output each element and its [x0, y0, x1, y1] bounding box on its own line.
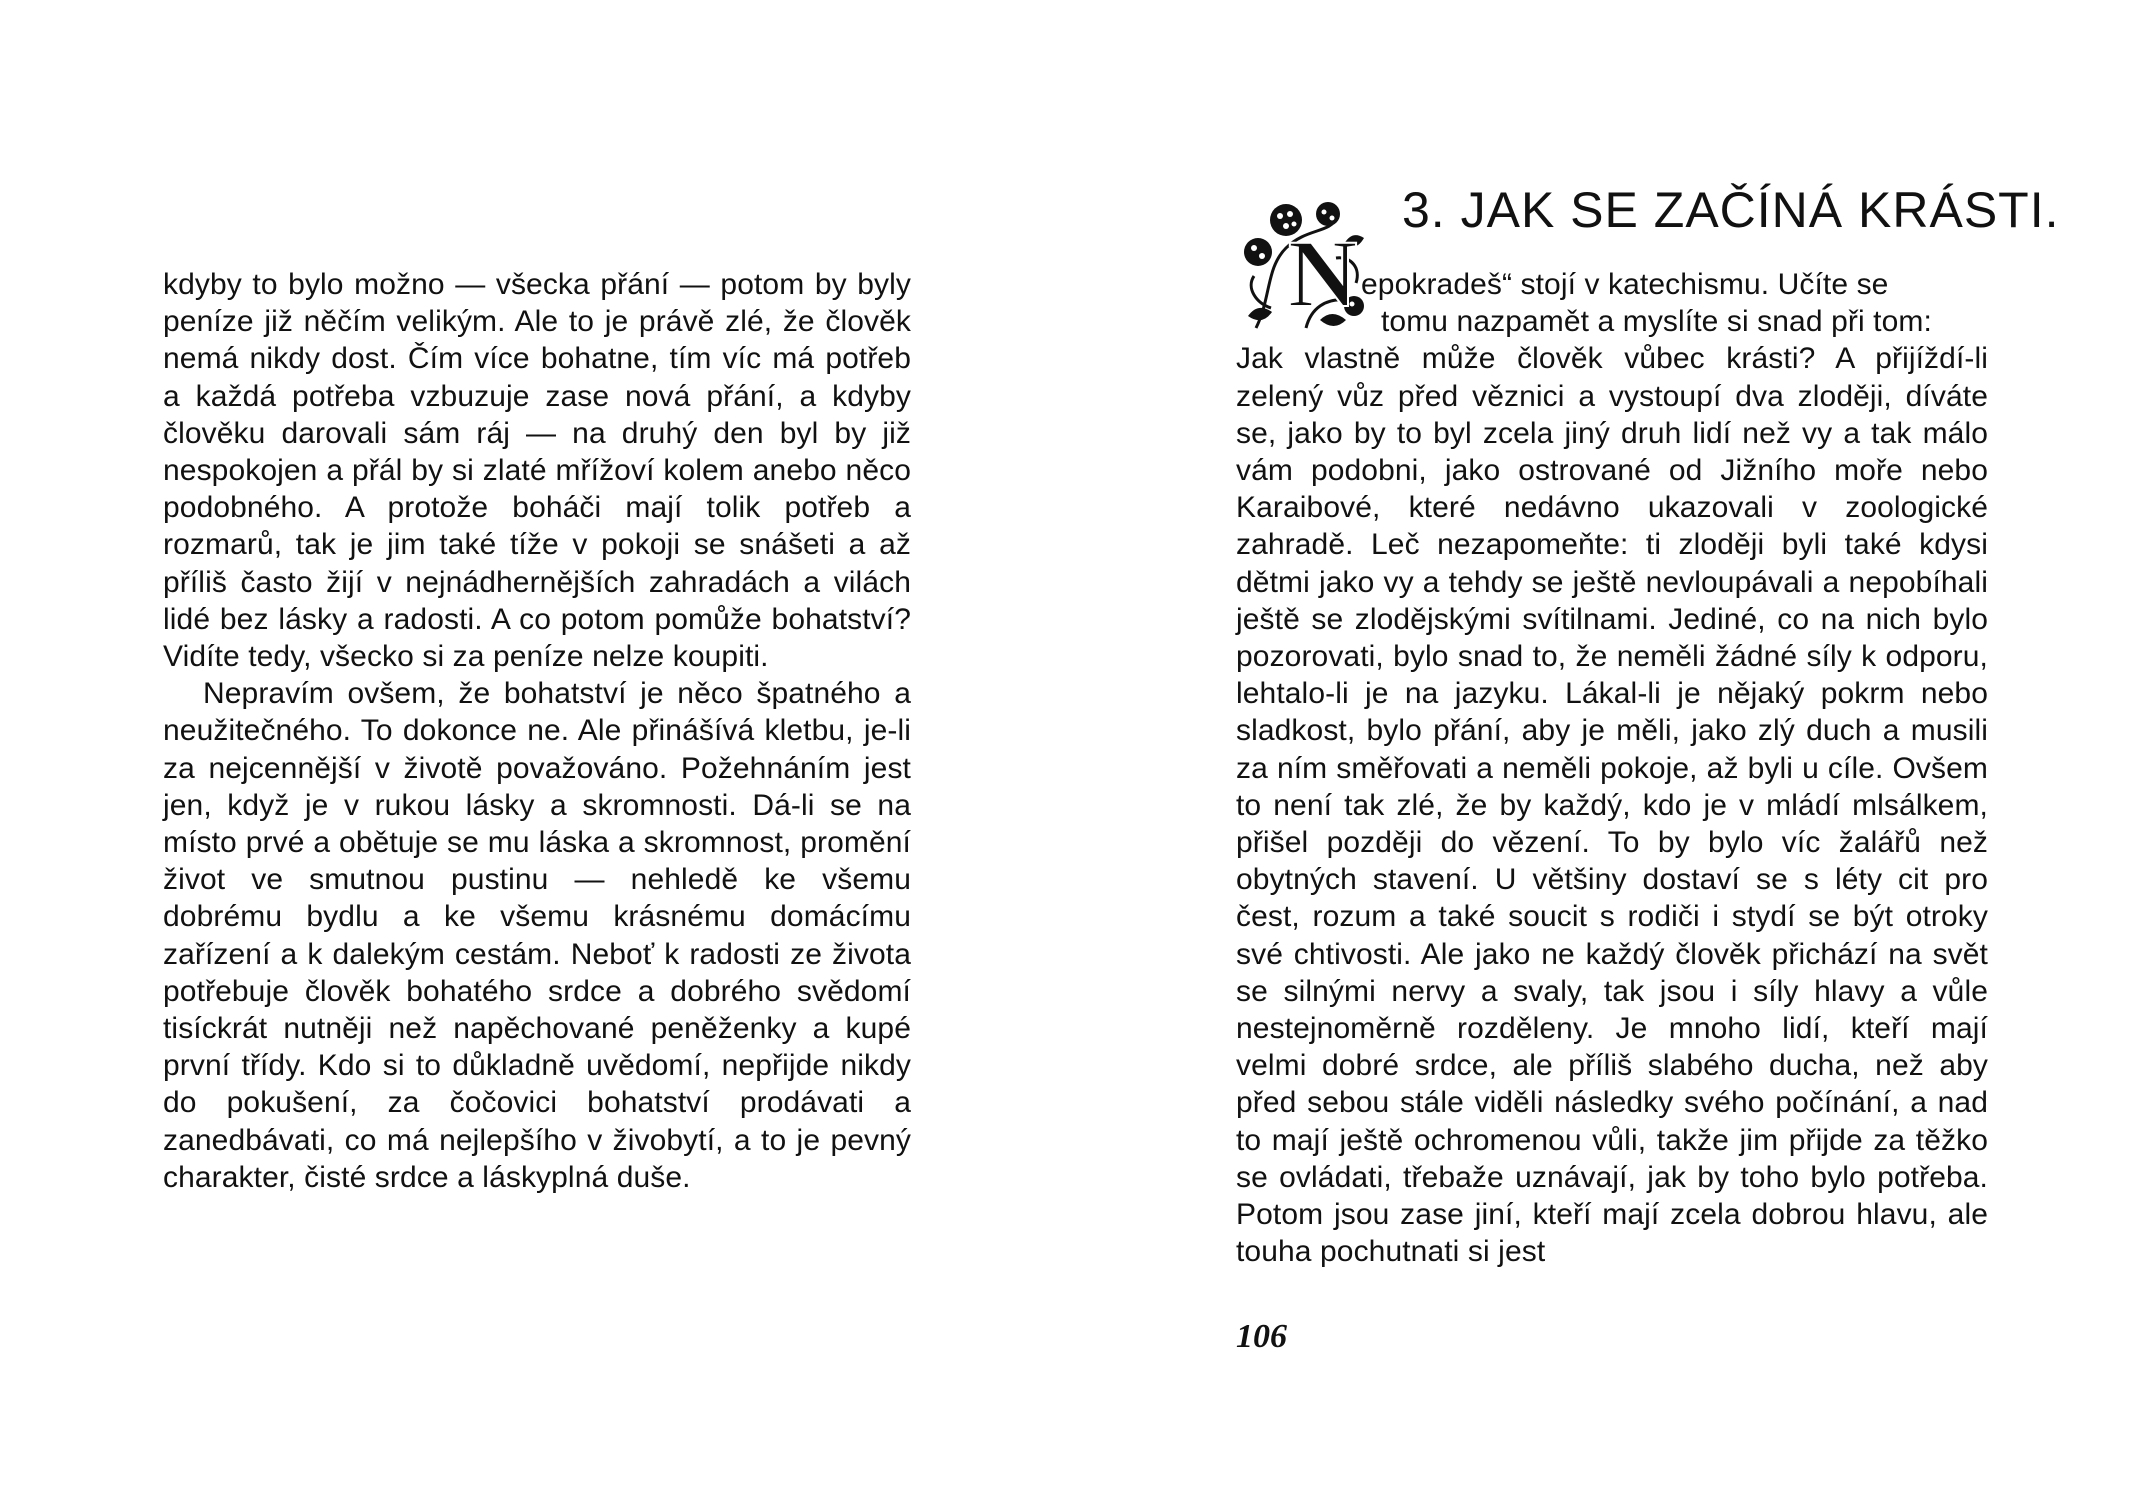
paragraph: Nepravím ovšem, že bohatství je něco špatného a neužitečného. To dokonce ne. Ale přinášívá kletbu, je-li za nejcennější v životě považováno. Požehnáním jest jen, když je v rukou lásky a skromnosti. Dá-li se na místo prvé a obětuje se mu láska a skromnost, promění život ve smutnou pustinu — nehledě ke všemu dobrému bydlu a ke všemu krásnému domácímu zařízení a k dalekým cestám. Neboť k radosti ze života potřebuje člověk bohatého srdce a dobrého svědomí tisíckrát nutněji než napěchované peněženky a kupé první třídy. Kdo si to důkladně uvědomí, nepřijde nikdy do pokušení, za čočovici bohatství prodávati a zanedbávati, co má nejlepšího v živobytí, a to je pevný charakter, čisté srdce a láskyplná duše. — [163, 677, 911, 1194]
opening-line: epokradeš“ stojí v katechismu. Učíte se — [1361, 268, 1889, 301]
initial-letter: N — [1288, 220, 1358, 327]
left-page-text — [163, 266, 911, 1196]
opening-line: tomu nazpamět a myslíte si snad při tom: — [1381, 305, 1932, 339]
chapter-title: 3. JAK SE ZAČÍNÁ KRÁSTI. — [1402, 182, 2060, 238]
right-page-text — [1236, 266, 1988, 1270]
paragraph: kdyby to bylo možno — všecka přání — potom by byly peníze již něčím velikým. Ale to je právě zlé, že člověk nemá nikdy dost. Čím více bohatne, tím víc má potřeb a každá potřeba vzbuzuje zase nová přání, a kdyby člověku darovali sám ráj — na druhý den byl by již nespokojen a přál by si zlaté mřížoví kolem anebo něco podobného. A protože boháči mají tolik potřeb a rozmarů, tak je jim také tíže v pokoji se snášeti a až příliš často žijí v nejnádhernějších zahradách a vilách lidé bez lásky a radosti. A co potom pomůže bohatství? Vidíte tedy, všecko si za peníze nelze koupiti. — [163, 268, 911, 674]
paragraph: Jak vlastně může člověk vůbec krásti? A přijíždí-li zelený vůz před věznici a vystoupí dva zloději, díváte se, jako by to byl zcela jiný druh lidí než vy a tak málo vám podobni, jako ostrované od Jižního moře nebo Karaibové, které nedávno ukazovali v zoologické zahradě. Leč nezapomeňte: ti zloději byli také kdysi dětmi jako vy a tehdy se ještě nevloupávali a nepobíhali ještě se zlodějskými svítilnami. Jediné, co na nich bylo pozorovati, bylo snad to, že neměli žádné síly k odporu, lehtalo-li je na jazyku. Lákal-li je nějaký pokrm nebo sladkost, bylo přání, aby je měli, jako zlý duch a musili za ním směřovati a neměli pokoje, až byli u cíle. Ovšem to není tak zlé, že by každý, kdo je v mládí mlsálkem, přišel později do vězení. To by bylo víc žalářů než obytných stavení. U většiny dostaví se s léty cit pro čest, rozum a také soucit s rodiči i stydí se být otroky své chtivosti. Ale jako ne každý člověk přichází na svět se silnými nervy a svaly, tak jsou i síly hlavy a vůle nestejnoměrně rozděleny. Je mnoho lidí, kteří mají velmi dobré srdce, ale příliš slabého ducha, než aby před sebou stále viděli následky svého počínání, a nad to mají ještě ochromenou vůli, takže jim přijde za těžko se ovládati, třebaže uznávají, jak by toho bylo potřeba. Potom jsou zase jiní, kteří mají zcela dobrou hlavu, ale touha pochutnati si jest — [1236, 342, 1988, 1269]
page-number: 106 — [1236, 1318, 1287, 1355]
